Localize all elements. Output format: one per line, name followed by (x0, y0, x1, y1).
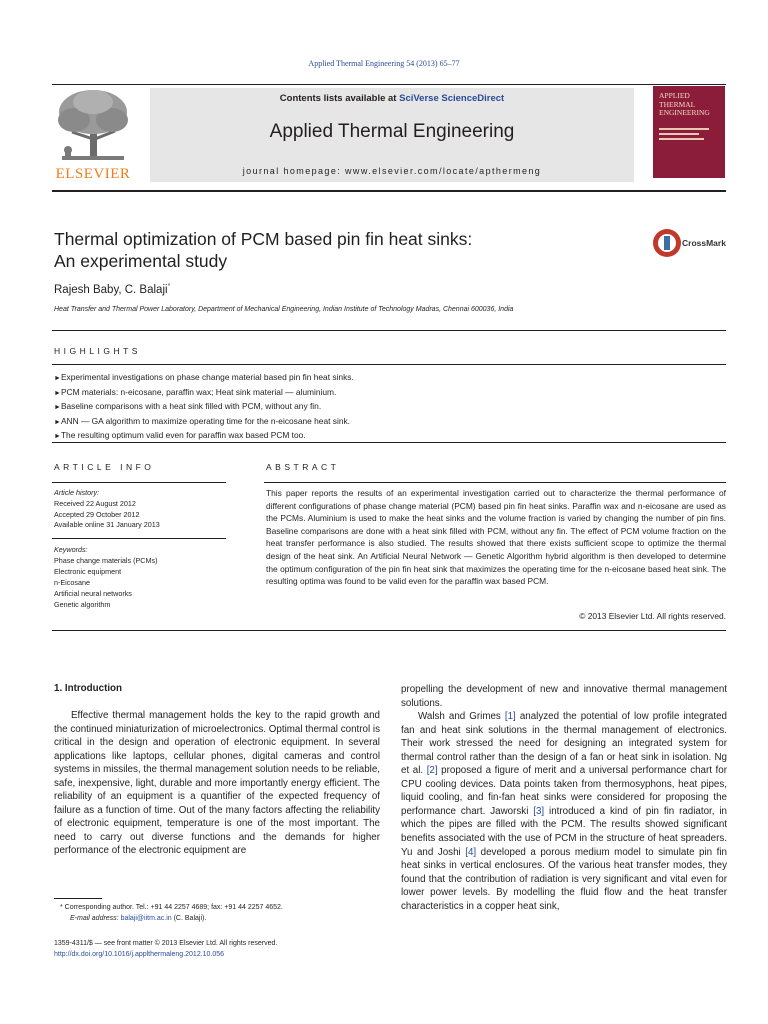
abstract-bottom-rule (52, 630, 726, 631)
article-title (54, 228, 614, 272)
affiliation: Heat Transfer and Thermal Power Laboratory, Department of Mechanical Engineering, Indian Institute of Technology Madras, Chennai 600036, India (54, 306, 514, 313)
keyword: Genetic algorithm (54, 599, 111, 609)
header-top-rule (52, 84, 726, 85)
keyword: Electronic equipment (54, 566, 122, 576)
footnote-rule (54, 898, 102, 899)
article-title-line-1: Thermal optimization of PCM based pin fin heat sinks: (54, 229, 473, 249)
journal-citation[interactable]: Applied Thermal Engineering 54 (2013) 65–77 (308, 59, 460, 68)
highlights-bottom-rule (52, 442, 726, 443)
text-run: introduced a kind of pin fin radiator, in which the pipes are filled with the PCM. The results showed significant benefits associated with the use of PCM in the structure of heat spreaders. Yu and Joshi (401, 805, 727, 858)
journal-homepage[interactable]: journal homepage: www.elsevier.com/locate/apthermeng (242, 166, 542, 176)
keywords-list (54, 556, 157, 611)
contents-prefix: Contents lists available at (279, 93, 400, 104)
front-matter (54, 938, 277, 960)
reference-link-3[interactable]: [3] (533, 805, 545, 817)
corresponding-author-mark[interactable]: * (167, 283, 171, 290)
highlight-item: ► The resulting optimum valid even for paraffin wax based PCM too. (54, 429, 354, 444)
history-received: Received 22 August 2012 (54, 499, 136, 508)
article-title-line-2: An experimental study (54, 251, 228, 271)
highlight-item: ► Baseline comparisons with a heat sink filled with PCM, without any fin. (54, 400, 354, 415)
history-accepted: Accepted 29 October 2012 (54, 509, 140, 519)
issn-line: 1359-4311/$ — see front matter © 2013 Elsevier Ltd. All rights reserved. (54, 940, 278, 947)
cover-decoration (659, 128, 721, 140)
highlight-item: ► ANN — GA algorithm to maximize operating time for the n-eicosane heat sink. (54, 415, 354, 430)
email-note (54, 913, 283, 924)
contents-line (150, 93, 634, 104)
highlights-list (54, 371, 354, 444)
text-run: developed a porous medium model to simulate pin fin heat sinks in vertical enclosures. Of the various heat transfer modes, they found that the contribution of radiation is very significant and vital even for lower power levels. By modelling the fluid flow and the heat transfer characteristics in a copper heat sink, (401, 846, 727, 912)
text-run: analyzed the potential of low profile integrated fan and heat sink solutions in the thermal management of electronics. Their work stressed the need for designing an integrated system for thermal control rather than the design of a fan or heat sink in isolation. Ng et al. (401, 711, 728, 777)
header-bottom-rule (52, 190, 726, 192)
footnote (54, 902, 283, 924)
journal-cover (653, 86, 725, 178)
keywords-label: Keywords: (54, 545, 88, 554)
email-link[interactable]: balaji@iitm.ac.in (120, 915, 172, 922)
highlights-heading: HIGHLIGHTS (54, 346, 141, 356)
email-label: E-mail address: (70, 915, 121, 922)
highlights-top-rule (52, 364, 726, 365)
article-history-label: Article history: (54, 488, 100, 497)
doi-link[interactable]: http://dx.doi.org/10.1016/j.applthermaleng.2012.10.056 (54, 951, 225, 958)
article-info-heading: ARTICLE INFO (54, 462, 155, 472)
reference-link-2[interactable]: [2] (426, 765, 438, 777)
elsevier-wordmark: ELSEVIER (55, 166, 131, 182)
author-list (54, 283, 170, 296)
journal-title: Applied Thermal Engineering (269, 121, 515, 142)
section-heading-introduction: 1. Introduction (54, 683, 123, 694)
crossmark-label[interactable]: CrossMark (682, 238, 726, 248)
intro-paragraph-left: Effective thermal management holds the key to the rapid growth and the continued miniaturization of microelectronics. Optimal thermal control is critical in the design and operation of electronic equipment. In several applications like laptops, cellular phones, digital cameras and control systems in missiles, the thermal management solution needs to be reliable, safe, inexpensive, light, durable and more importantly energy efficient. The reliability of an equipment is a quantifier of the expected frequency of failure as a function of time. Out of the many factors affecting the reliability of electronic equipment, temperature is one of the most important. The need to carry out diverse functions and the demands for higher performance of the electronic equipment are (54, 710, 380, 857)
abstract-body: This paper reports the results of an experimental investigation carried out to characterize the thermal performance of different configurations of phase change material (PCM) based pin fin heat sinks. Paraffin wax and n-eicosane are used as the PCMs. Aluminium is used to make the heat sinks and the volume fraction is varied by changing the number of pin fins. Baseline comparisons are done with a heat sink filled with PCM, without any fin. The effect of PCM volume fraction on the heat transfer performance is also studied. The results showed that there exists sufficient scope to optimize the thermal design of the heat sink. An Artificial Neural Network — Genetic Algorithm hybrid algorithm is then developed to determine the optimum configuration of the pin fin heat sink that maximizes the operating time for the n-eicosane based heat sink. The resulting optima was found to be valid even for the paraffin wax based PCM. (266, 488, 726, 587)
reference-link-4[interactable]: [4] (465, 846, 477, 858)
keywords-rule (52, 538, 226, 539)
highlight-item: ► Experimental investigations on phase change material based pin fin heat sinks. (54, 371, 354, 386)
corresponding-author-note: * Corresponding author. Tel.: +91 44 2257 4689; fax: +91 44 2257 4652. (60, 904, 283, 911)
continued-paragraph: propelling the development of new and innovative thermal management solutions. (401, 684, 727, 709)
intro-column-right (401, 683, 727, 913)
title-bottom-rule (52, 330, 726, 331)
keyword: Artificial neural networks (54, 588, 132, 598)
cover-title: APPLIED THERMAL ENGINEERING (659, 91, 710, 117)
keyword: n-Eicosane (54, 577, 90, 587)
sciencedirect-link[interactable]: SciVerse ScienceDirect (399, 93, 505, 104)
email-suffix: (C. Balaji). (171, 915, 207, 922)
highlight-item: ► PCM materials: n-eicosane, paraffin wax; Heat sink material — aluminium. (54, 386, 354, 401)
text-run: proposed a figure of merit and a universal performance chart for CPU cooling devices. Data points taken from thermosyphons, heat pipes, liquid cooling, and fin-fan heat sinks were considered for proposing the performance chart. Jaworski (401, 765, 727, 817)
abstract-heading: ABSTRACT (266, 462, 340, 472)
author-names: Rajesh Baby, C. Balaji (54, 283, 168, 296)
reference-link-1[interactable]: [1] (504, 711, 516, 723)
keyword: Phase change materials (PCMs) (54, 556, 158, 565)
article-info-rule (52, 482, 226, 483)
history-online: Available online 31 January 2013 (54, 520, 160, 529)
abstract-copyright: © 2013 Elsevier Ltd. All rights reserved. (579, 611, 726, 621)
article-history (54, 499, 160, 531)
text-run: Walsh and Grimes (418, 711, 505, 723)
crossmark-icon (652, 228, 682, 258)
literature-paragraph (401, 710, 727, 913)
abstract-rule (264, 482, 726, 483)
